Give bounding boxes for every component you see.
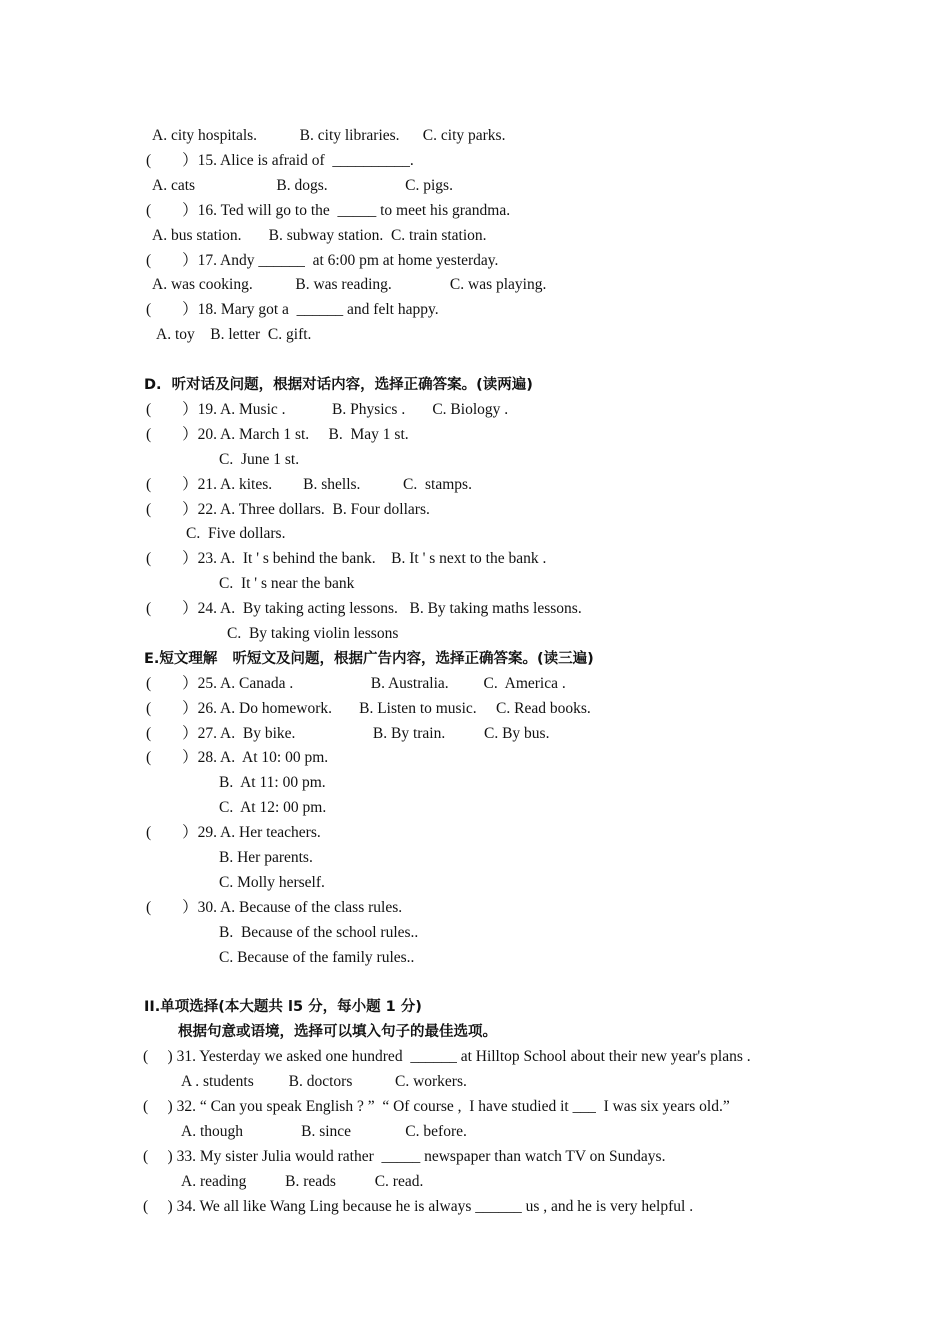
q14-options: A. city hospitals. B. city libraries. C. city parks. (152, 127, 506, 144)
q24-question: ( ）24. A. By taking acting lessons. B. By taking maths lessons. (146, 600, 582, 617)
q16-question: ( ）16. Ted will go to the _____ to meet his grandma. (146, 202, 511, 219)
q29-question: ( ）29. A. Her teachers. (146, 824, 321, 841)
section-e-heading: E.短文理解 听短文及问题，根据广告内容，选择正确答案。(读三遍) (144, 651, 594, 667)
q33-options: A. reading B. reads C. read. (181, 1173, 424, 1190)
q31-question: ( ) 31. Yesterday we asked one hundred ______ at Hilltop School about their new year's plans . (143, 1048, 751, 1065)
q33-question: ( ) 33. My sister Julia would rather _____ newspaper than watch TV on Sundays. (143, 1148, 666, 1165)
q28-option-b: B. At 11: 00 pm. (219, 774, 326, 791)
q31-options: A . students B. doctors C. workers. (181, 1073, 467, 1090)
q28-option-c: C. At 12: 00 pm. (219, 799, 327, 816)
q34-question: ( ) 34. We all like Wang Ling because he is always ______ us , and he is very helpful . (143, 1198, 694, 1215)
q17-question: ( ）17. Andy ______ at 6:00 pm at home yesterday. (146, 252, 499, 269)
q27-question: ( ）27. A. By bike. B. By train. C. By bus. (146, 725, 550, 742)
q30-question: ( ）30. A. Because of the class rules. (146, 899, 403, 916)
q15-question: ( ）15. Alice is afraid of __________. (146, 152, 414, 169)
q22-question: ( ）22. A. Three dollars. B. Four dollars. (146, 501, 430, 518)
part-ii-instruction: 根据句意或语境，选择可以填入句子的最佳选项。 (178, 1024, 497, 1040)
q24-option-c: C. By taking violin lessons (227, 625, 399, 642)
q20-option-c: C. June 1 st. (219, 451, 300, 468)
q29-option-c: C. Molly herself. (219, 874, 325, 891)
q22-option-c: C. Five dollars. (186, 525, 286, 542)
q23-question: ( ）23. A. It ' s behind the bank. B. It ' s next to the bank . (146, 550, 547, 567)
q25-question: ( ）25. A. Canada . B. Australia. C. America . (146, 675, 566, 692)
q18-options: A. toy B. letter C. gift. (156, 326, 312, 343)
q16-options: A. bus station. B. subway station. C. train station. (152, 227, 487, 244)
section-d-heading: D. 听对话及问题，根据对话内容，选择正确答案。(读两遍) (144, 377, 533, 393)
q28-question: ( ）28. A. At 10: 00 pm. (146, 749, 329, 766)
q18-question: ( ）18. Mary got a ______ and felt happy. (146, 301, 439, 318)
q26-question: ( ）26. A. Do homework. B. Listen to music. C. Read books. (146, 700, 591, 717)
q15-options: A. cats B. dogs. C. pigs. (152, 177, 453, 194)
q23-option-c: C. It ' s near the bank (219, 575, 355, 592)
q32-question: ( ) 32. “ Can you speak English ? ” “ Of course , I have studied it ___ I was six years old.” (143, 1098, 730, 1115)
q29-option-b: B. Her parents. (219, 849, 313, 866)
part-ii-heading: II.单项选择(本大题共 l5 分，每小题 1 分) (144, 999, 422, 1015)
q19-question: ( ）19. A. Music . B. Physics . C. Biology . (146, 401, 509, 418)
q17-options: A. was cooking. B. was reading. C. was playing. (152, 276, 547, 293)
q30-option-c: C. Because of the family rules.. (219, 949, 415, 966)
q21-question: ( ）21. A. kites. B. shells. C. stamps. (146, 476, 472, 493)
q30-option-b: B. Because of the school rules.. (219, 924, 419, 941)
q20-question: ( ）20. A. March 1 st. B. May 1 st. (146, 426, 409, 443)
q32-options: A. though B. since C. before. (181, 1123, 467, 1140)
